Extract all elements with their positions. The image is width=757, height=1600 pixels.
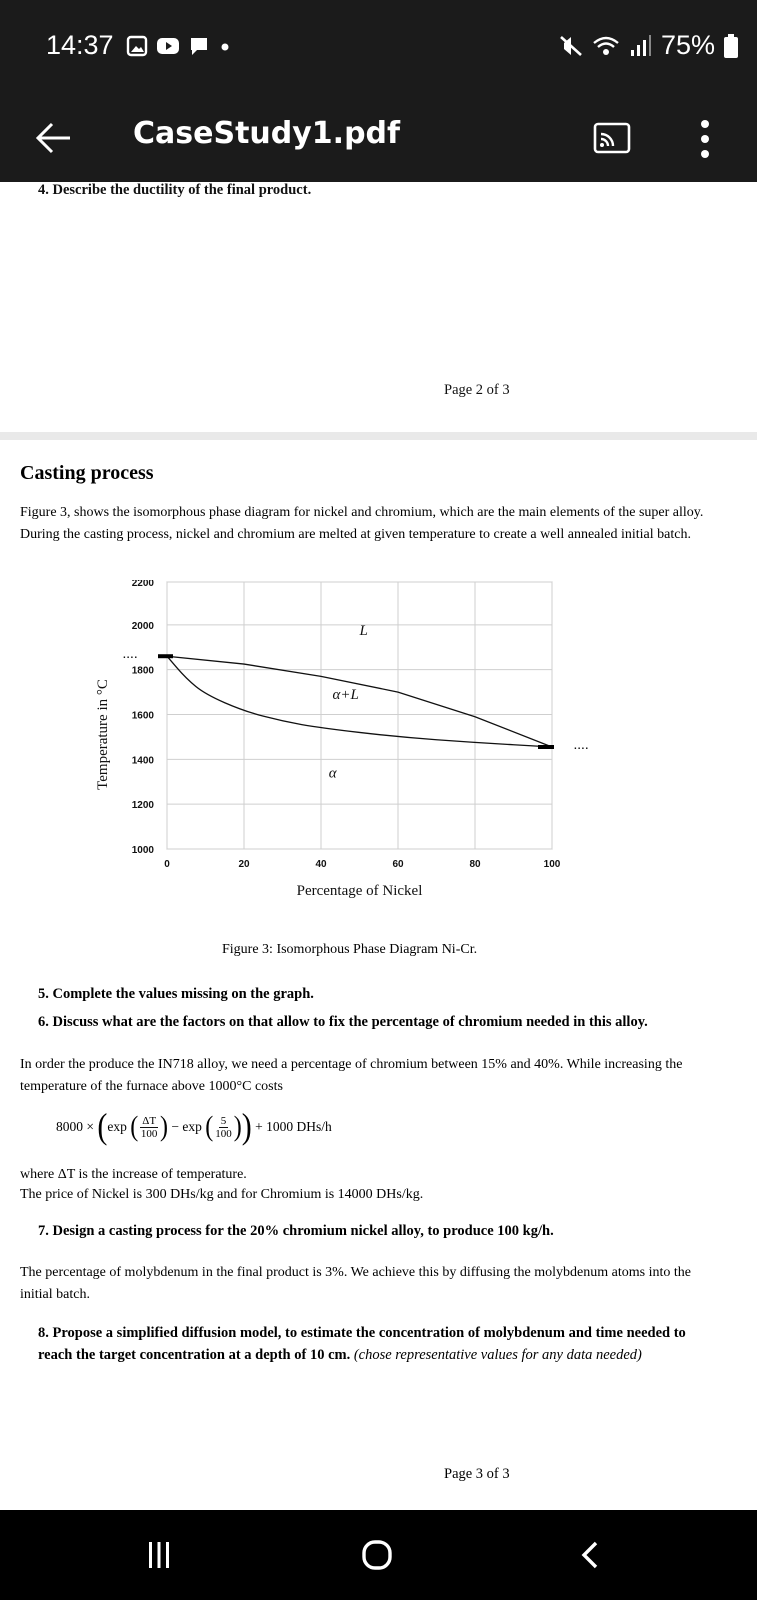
x-tick-label: 40: [315, 859, 327, 870]
y-tick-label: 1600: [131, 710, 154, 722]
app-bar: [0, 96, 757, 182]
battery-icon: [723, 33, 739, 59]
formula-paren-close-3: ): [233, 1111, 242, 1143]
intro-paragraph: Figure 3, shows the isomorphous phase diagram for nickel and chromium, which are the main elements of the super alloy. During the casting process, nickel and chromium are melted at given temperature to create a well annealed initial batch.: [20, 505, 704, 542]
youtube-icon: [156, 35, 180, 57]
missing-value-marker: ....: [574, 741, 590, 753]
formula-frac1: [140, 1115, 158, 1140]
formula-paren-open-3: (: [205, 1111, 214, 1143]
y-tick-label: 1000: [131, 845, 154, 856]
question-7: 7. Design a casting process for the 20% chromium nickel alloy, to produce 100 kg/h.: [38, 1223, 554, 1239]
cost-formula: [56, 1106, 332, 1147]
page-separator: [0, 432, 757, 440]
x-axis-label: Percentage of Nickel: [296, 883, 423, 899]
x-tick-label: 100: [543, 859, 561, 870]
formula-coef: 8000 ×: [56, 1119, 94, 1134]
x-tick-label: 60: [392, 859, 404, 870]
question-6: 6. Discuss what are the factors on that allow to fix the percentage of chromium needed in this alloy.: [38, 1014, 648, 1030]
wifi-icon: [591, 33, 621, 59]
question-8: [38, 1322, 708, 1366]
home-icon[interactable]: [360, 1538, 394, 1572]
y-axis-label: Temperature in °C: [95, 679, 111, 790]
frac1-den: 100: [140, 1127, 158, 1140]
region-label-alpha: α: [328, 765, 337, 782]
y-tick-label: 2000: [131, 620, 154, 632]
price-line: The price of Nickel is 300 DHs/kg and for Chromium is 14000 DHs/kg.: [20, 1187, 424, 1202]
x-tick-label: 20: [238, 859, 250, 870]
where-line: where ΔT is the increase of temperature.: [20, 1167, 247, 1182]
page-2-number: Page 2 of 3: [444, 382, 510, 398]
formula-paren-open: (: [97, 1106, 108, 1147]
signal-icon: [629, 33, 653, 59]
status-time: 14:37: [46, 30, 114, 60]
status-right: [559, 30, 739, 61]
y-tick-label: 1800: [131, 665, 154, 677]
question-5: 5. Complete the values missing on the graph.: [38, 986, 314, 1002]
formula-paren-open-2: (: [130, 1111, 139, 1143]
formula-minus-exp: − exp: [171, 1119, 202, 1134]
recent-apps-icon[interactable]: [146, 1540, 172, 1570]
dot-icon: [218, 35, 232, 57]
formula-paren-close-2: ): [160, 1111, 169, 1143]
cost-paragraph: In order the produce the IN718 alloy, we need a percentage of chromium between 15% and 40%. While increasing the temperature of the furnace above 1000°C costs: [20, 1057, 683, 1094]
mute-icon: [559, 33, 583, 59]
phase-diagram: [86, 580, 726, 920]
more-options-icon[interactable]: [690, 114, 720, 164]
back-arrow-icon[interactable]: [32, 116, 76, 160]
x-tick-label: 0: [164, 859, 170, 870]
figure-caption: Figure 3: Isomorphous Phase Diagram Ni-Cr.: [222, 942, 478, 957]
frac1-num: ΔT: [142, 1114, 157, 1127]
status-bar: [0, 0, 757, 96]
formula-tail: + 1000 DHs/h: [255, 1119, 332, 1134]
y-tick-label: 2200: [131, 580, 154, 589]
back-nav-icon[interactable]: [578, 1540, 602, 1570]
frac2-den: 100: [215, 1127, 232, 1140]
region-label-liquid: L: [359, 622, 368, 639]
question-8-text: 8. Propose a simplified diffusion model, to estimate the concentration of molybdenum and time needed to reach the target concentration at a depth of 10 cm.: [38, 1325, 686, 1363]
formula-exp1: exp: [107, 1119, 127, 1134]
y-tick-label: 1200: [131, 800, 154, 812]
missing-value-marker: ....: [123, 650, 139, 662]
region-label-alpha-liquid: α+L: [332, 686, 359, 703]
x-tick-label: 80: [469, 859, 481, 870]
y-tick-label: 1400: [131, 755, 154, 767]
frac2-num: 5: [220, 1114, 227, 1127]
document-title: CaseStudy1.pdf: [133, 116, 401, 151]
message-icon: [188, 35, 210, 57]
navigation-bar: [0, 1510, 757, 1600]
section-heading: Casting process: [20, 462, 154, 484]
pdf-page-2: [0, 182, 757, 432]
formula-frac2: [215, 1115, 232, 1140]
molybdenum-paragraph: The percentage of molybdenum in the final product is 3%. We achieve this by diffusing the molybdenum atoms into the initial batch.: [20, 1265, 691, 1302]
page-3-number: Page 3 of 3: [444, 1466, 510, 1482]
battery-percent: 75%: [660, 30, 715, 60]
formula-paren-close: ): [241, 1106, 252, 1147]
phase-diagram-svg: [86, 580, 726, 920]
gallery-icon: [126, 35, 148, 57]
notification-icons: [126, 35, 232, 57]
question-8-note: (chose representative values for any data needed): [353, 1347, 642, 1363]
cast-icon[interactable]: [592, 118, 632, 158]
question-4: 4. Describe the ductility of the final product.: [38, 182, 312, 198]
